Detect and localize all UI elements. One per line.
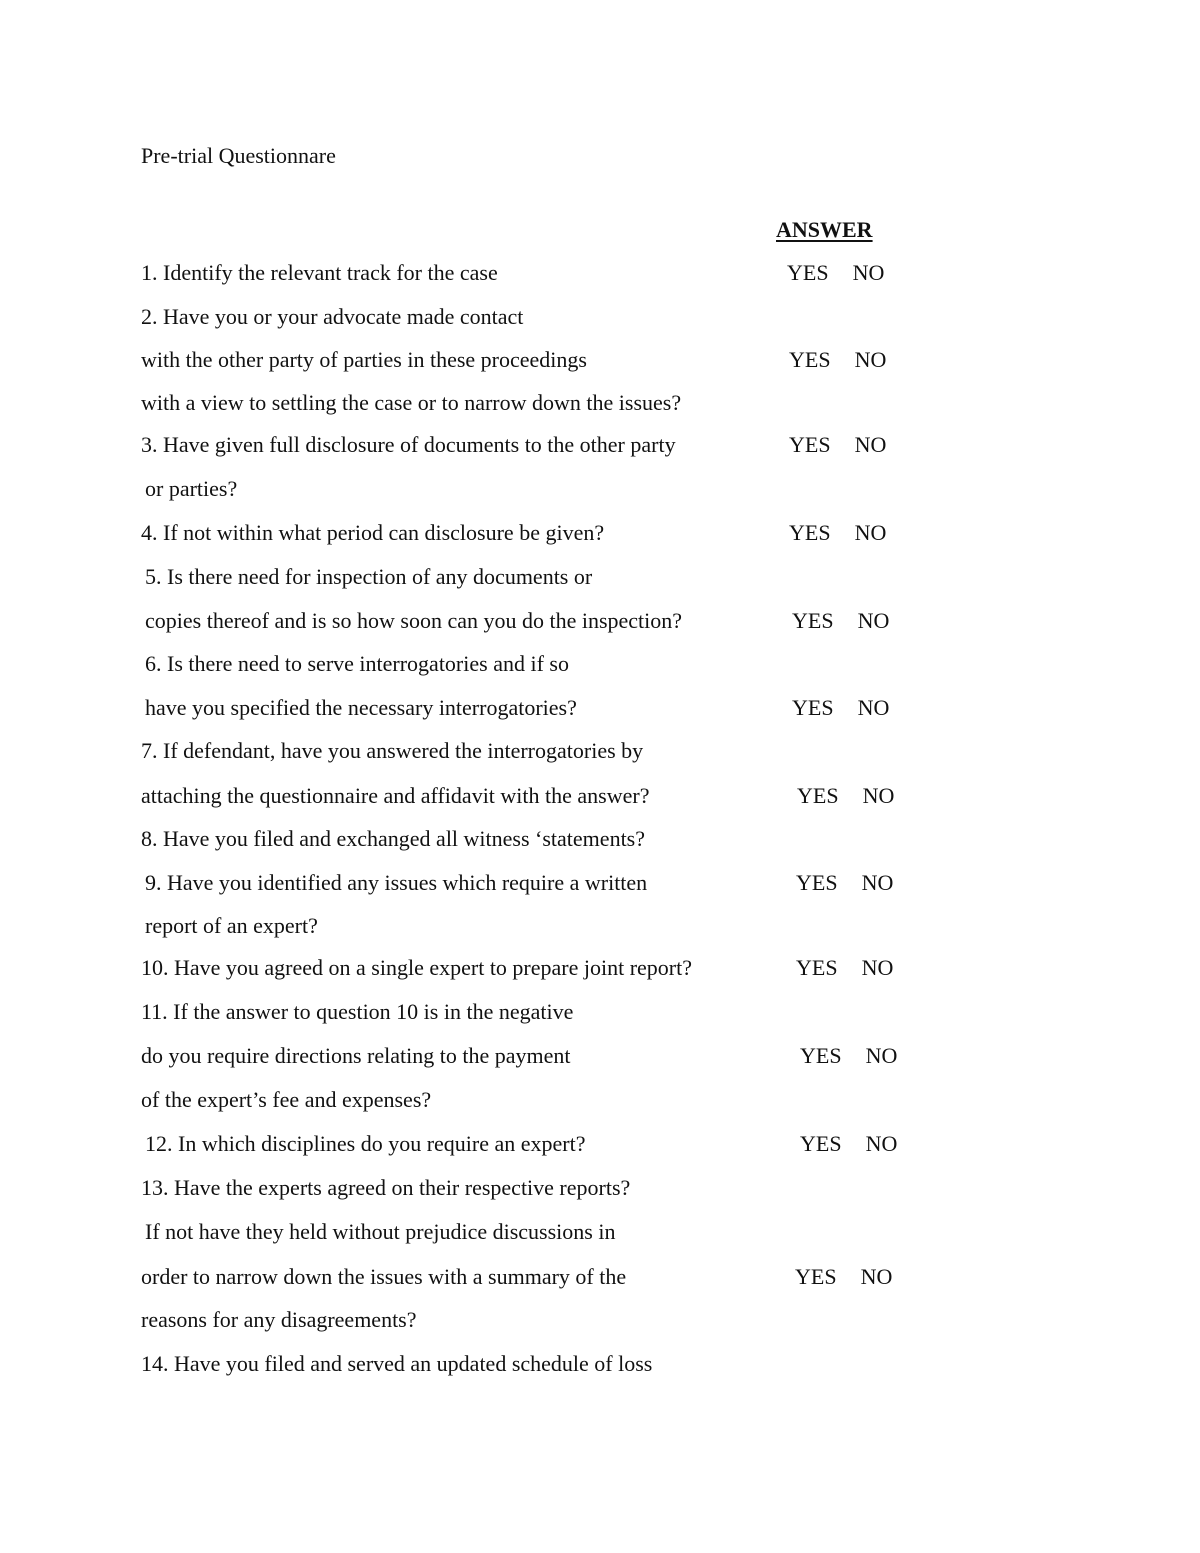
document-title: Pre-trial Questionnare (141, 143, 336, 168)
question-line: of the expert’s fee and expenses? (141, 1087, 432, 1112)
no-option[interactable]: NO (854, 520, 887, 545)
no-option[interactable]: NO (861, 955, 894, 980)
no-option[interactable]: NO (860, 1264, 893, 1289)
question-line: 8. Have you filed and exchanged all witness ‘statements? (141, 826, 646, 851)
yes-option[interactable]: YES (796, 955, 838, 980)
yes-no-options (796, 869, 893, 897)
yes-option[interactable]: YES (789, 432, 831, 457)
question-line: 2. Have you or your advocate made contact (141, 304, 524, 329)
no-option[interactable]: NO (854, 432, 887, 457)
yes-no-options (795, 1263, 892, 1291)
question-line: order to narrow down the issues with a summary of the (141, 1264, 627, 1289)
no-option[interactable]: NO (862, 783, 895, 808)
yes-option[interactable]: YES (796, 870, 838, 895)
question-line: 3. Have given full disclosure of documents to the other party (141, 432, 676, 457)
question-line: attaching the questionnaire and affidavit with the answer? (141, 783, 650, 808)
yes-option[interactable]: YES (789, 347, 831, 372)
question-line: If not have they held without prejudice discussions in (145, 1219, 616, 1244)
no-option[interactable]: NO (857, 608, 890, 633)
question-line: 11. If the answer to question 10 is in the negative (141, 999, 574, 1024)
question-line: copies thereof and is so how soon can you do the inspection? (145, 608, 683, 633)
yes-no-options (792, 694, 889, 722)
question-line: 6. Is there need to serve interrogatories and if so (145, 651, 569, 676)
question-line: 4. If not within what period can disclosure be given? (141, 520, 605, 545)
question-line: have you specified the necessary interrogatories? (145, 695, 577, 720)
no-option[interactable]: NO (857, 695, 890, 720)
yes-no-options (800, 1130, 897, 1158)
question-line: or parties? (145, 476, 238, 501)
yes-option[interactable]: YES (797, 783, 839, 808)
question-line: with a view to settling the case or to narrow down the issues? (141, 390, 682, 415)
yes-option[interactable]: YES (800, 1131, 842, 1156)
yes-no-options (797, 782, 894, 810)
question-line: do you require directions relating to the payment (141, 1043, 571, 1068)
question-line: 7. If defendant, have you answered the interrogatories by (141, 738, 644, 763)
question-line: 12. In which disciplines do you require an expert? (145, 1131, 586, 1156)
question-line: report of an expert? (145, 913, 318, 938)
answer-column-header: ANSWER (776, 217, 873, 242)
no-option[interactable]: NO (865, 1131, 898, 1156)
yes-no-options (800, 1042, 897, 1070)
question-line: 9. Have you identified any issues which require a written (145, 870, 648, 895)
yes-option[interactable]: YES (792, 608, 834, 633)
question-line: 5. Is there need for inspection of any documents or (145, 564, 593, 589)
no-option[interactable]: NO (861, 870, 894, 895)
yes-option[interactable]: YES (789, 520, 831, 545)
yes-no-options (789, 346, 886, 374)
yes-no-options (787, 259, 884, 287)
question-line: 10. Have you agreed on a single expert to prepare joint report? (141, 955, 693, 980)
yes-no-options (792, 607, 889, 635)
no-option[interactable]: NO (865, 1043, 898, 1068)
yes-option[interactable]: YES (787, 260, 829, 285)
yes-no-options (789, 519, 886, 547)
yes-option[interactable]: YES (792, 695, 834, 720)
no-option[interactable]: NO (854, 347, 887, 372)
yes-no-options (789, 431, 886, 459)
question-line: 1. Identify the relevant track for the case (141, 260, 498, 285)
question-line: 14. Have you filed and served an updated schedule of loss (141, 1351, 653, 1376)
no-option[interactable]: NO (852, 260, 885, 285)
yes-no-options (796, 954, 893, 982)
yes-option[interactable]: YES (800, 1043, 842, 1068)
question-line: 13. Have the experts agreed on their respective reports? (141, 1175, 631, 1200)
question-line: with the other party of parties in these proceedings (141, 347, 587, 372)
question-line: reasons for any disagreements? (141, 1307, 417, 1332)
yes-option[interactable]: YES (795, 1264, 837, 1289)
